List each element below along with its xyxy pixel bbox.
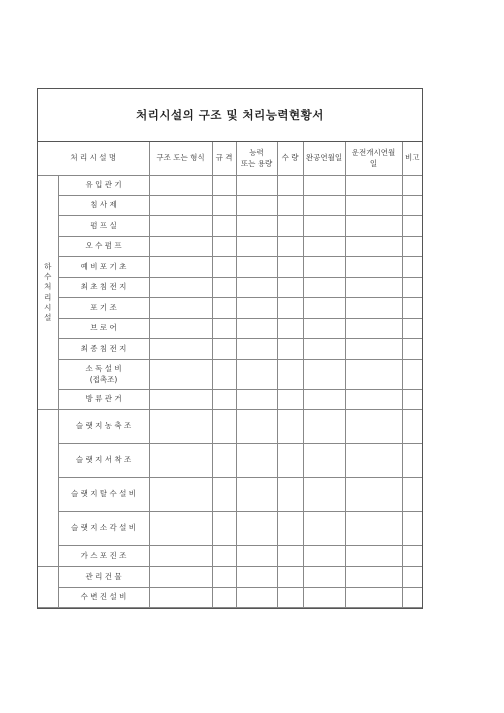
blank-entry-cell[interactable] <box>277 567 303 588</box>
table-row <box>38 567 422 588</box>
group-label-char: 리 <box>44 292 52 302</box>
blank-entry-cell[interactable] <box>212 196 236 216</box>
header-row <box>38 142 422 176</box>
blank-entry-cell[interactable] <box>303 588 345 608</box>
blank-entry-cell[interactable] <box>212 410 236 444</box>
table-row <box>38 319 422 339</box>
blank-entry-cell[interactable] <box>277 478 303 512</box>
blank-entry-cell[interactable] <box>236 410 277 444</box>
facility-table <box>38 142 422 608</box>
facility-name-cell: 수 변 진 설 비 <box>58 588 149 608</box>
blank-entry-cell[interactable] <box>277 298 303 319</box>
blank-entry-cell[interactable] <box>149 257 212 278</box>
blank-entry-cell[interactable] <box>277 360 303 390</box>
facility-name-cell: 최 종 침 전 지 <box>58 339 149 360</box>
blank-entry-cell[interactable] <box>303 319 345 339</box>
blank-entry-cell[interactable] <box>303 216 345 237</box>
blank-entry-cell[interactable] <box>402 478 422 512</box>
blank-entry-cell[interactable] <box>236 588 277 608</box>
table-row <box>38 237 422 257</box>
blank-entry-cell[interactable] <box>149 410 212 444</box>
blank-entry-cell[interactable] <box>303 478 345 512</box>
blank-entry-cell[interactable] <box>212 546 236 567</box>
blank-entry-cell[interactable] <box>212 390 236 410</box>
blank-entry-cell[interactable] <box>236 196 277 216</box>
facility-name-cell: 가 스 포 진 조 <box>58 546 149 567</box>
facility-name-cell: 최 초 침 전 지 <box>58 278 149 298</box>
blank-entry-cell[interactable] <box>345 176 402 196</box>
facility-name-cell: 침 사 제 <box>58 196 149 216</box>
blank-entry-cell[interactable] <box>402 237 422 257</box>
blank-entry-cell[interactable] <box>303 257 345 278</box>
table-row <box>38 298 422 319</box>
table-row <box>38 196 422 216</box>
blank-entry-cell[interactable] <box>277 410 303 444</box>
blank-entry-cell[interactable] <box>402 176 422 196</box>
blank-entry-cell[interactable] <box>149 444 212 478</box>
blank-entry-cell[interactable] <box>212 319 236 339</box>
blank-entry-cell[interactable] <box>345 588 402 608</box>
blank-entry-cell[interactable] <box>303 512 345 546</box>
blank-entry-cell[interactable] <box>236 546 277 567</box>
blank-entry-cell[interactable] <box>402 196 422 216</box>
blank-entry-cell[interactable] <box>345 512 402 546</box>
blank-entry-cell[interactable] <box>236 298 277 319</box>
blank-entry-cell[interactable] <box>149 339 212 360</box>
blank-entry-cell[interactable] <box>303 567 345 588</box>
blank-entry-cell[interactable] <box>236 176 277 196</box>
blank-entry-cell[interactable] <box>149 546 212 567</box>
blank-entry-cell[interactable] <box>212 567 236 588</box>
blank-entry-cell[interactable] <box>402 216 422 237</box>
form-title: 처리시설의 구조 및 처리능력현황서 <box>136 108 324 122</box>
blank-entry-cell[interactable] <box>303 176 345 196</box>
blank-entry-cell[interactable] <box>277 546 303 567</box>
blank-entry-cell[interactable] <box>402 319 422 339</box>
blank-entry-cell[interactable] <box>402 339 422 360</box>
blank-entry-cell[interactable] <box>303 298 345 319</box>
blank-entry-cell[interactable] <box>212 339 236 360</box>
table-row <box>38 257 422 278</box>
table-row <box>38 410 422 444</box>
header-spec: 규 격 <box>212 142 236 176</box>
facility-name-cell: 펌 프 실 <box>58 216 149 237</box>
blank-entry-cell[interactable] <box>303 390 345 410</box>
blank-entry-cell[interactable] <box>277 237 303 257</box>
facility-name-cell: 슬 랫 지 농 축 조 <box>58 410 149 444</box>
blank-entry-cell[interactable] <box>236 237 277 257</box>
blank-entry-cell[interactable] <box>277 278 303 298</box>
blank-entry-cell[interactable] <box>303 196 345 216</box>
table-row <box>38 216 422 237</box>
blank-entry-cell[interactable] <box>345 360 402 390</box>
blank-entry-cell[interactable] <box>212 444 236 478</box>
blank-entry-cell[interactable] <box>303 444 345 478</box>
blank-entry-cell[interactable] <box>345 444 402 478</box>
blank-entry-cell[interactable] <box>212 176 236 196</box>
header-structure: 구조 도는 형식 <box>149 142 212 176</box>
blank-entry-cell[interactable] <box>402 278 422 298</box>
blank-entry-cell[interactable] <box>149 298 212 319</box>
blank-entry-cell[interactable] <box>212 478 236 512</box>
blank-entry-cell[interactable] <box>149 196 212 216</box>
blank-entry-cell[interactable] <box>345 319 402 339</box>
blank-entry-cell[interactable] <box>149 176 212 196</box>
blank-entry-cell[interactable] <box>345 390 402 410</box>
blank-entry-cell[interactable] <box>212 237 236 257</box>
blank-entry-cell[interactable] <box>303 546 345 567</box>
facility-name-cell: 방 류 관 거 <box>58 390 149 410</box>
blank-entry-cell[interactable] <box>236 257 277 278</box>
blank-entry-cell[interactable] <box>212 298 236 319</box>
facility-name-cell: 슬 랫 지 서 착 조 <box>58 444 149 478</box>
table-row <box>38 478 422 512</box>
group-label <box>38 410 58 567</box>
facility-name-cell: 포 기 조 <box>58 298 149 319</box>
header-capacity: 능력 또는 용량 <box>236 142 277 176</box>
blank-entry-cell[interactable] <box>149 567 212 588</box>
table-row <box>38 339 422 360</box>
table-row <box>38 512 422 546</box>
blank-entry-cell[interactable] <box>345 196 402 216</box>
blank-entry-cell[interactable] <box>402 390 422 410</box>
blank-entry-cell[interactable] <box>345 216 402 237</box>
blank-entry-cell[interactable] <box>212 360 236 390</box>
facility-name-cell: 유 입 관 기 <box>58 176 149 196</box>
blank-entry-cell[interactable] <box>345 257 402 278</box>
header-facility-name: 처 리 시 설 명 <box>38 142 149 176</box>
header-operation-start-date: 운전개시연월 일 <box>345 142 402 176</box>
blank-entry-cell[interactable] <box>277 196 303 216</box>
facility-name-cell: 오 수 펌 프 <box>58 237 149 257</box>
group-label-char: 설 <box>44 312 52 322</box>
blank-entry-cell[interactable] <box>149 588 212 608</box>
blank-entry-cell[interactable] <box>402 444 422 478</box>
blank-entry-cell[interactable] <box>345 339 402 360</box>
blank-entry-cell[interactable] <box>402 298 422 319</box>
group-label-char: 처 <box>44 282 52 292</box>
blank-entry-cell[interactable] <box>236 390 277 410</box>
group-label-char: 수 <box>44 272 52 282</box>
blank-entry-cell[interactable] <box>236 216 277 237</box>
blank-entry-cell[interactable] <box>212 216 236 237</box>
blank-entry-cell[interactable] <box>402 257 422 278</box>
blank-entry-cell[interactable] <box>345 546 402 567</box>
blank-entry-cell[interactable] <box>277 176 303 196</box>
table-row <box>38 546 422 567</box>
header-remarks: 비고 <box>402 142 422 176</box>
blank-entry-cell[interactable] <box>277 588 303 608</box>
blank-entry-cell[interactable] <box>345 298 402 319</box>
facility-name-cell: 소 독 설 비 (접촉조) <box>58 360 149 390</box>
blank-entry-cell[interactable] <box>149 278 212 298</box>
blank-entry-cell[interactable] <box>303 410 345 444</box>
facility-name-cell: 관 리 건 물 <box>58 567 149 588</box>
table-row <box>38 390 422 410</box>
blank-entry-cell[interactable] <box>149 319 212 339</box>
table-row <box>38 176 422 196</box>
blank-entry-cell[interactable] <box>402 512 422 546</box>
blank-entry-cell[interactable] <box>212 512 236 546</box>
blank-entry-cell[interactable] <box>236 339 277 360</box>
blank-entry-cell[interactable] <box>212 257 236 278</box>
blank-entry-cell[interactable] <box>236 319 277 339</box>
blank-entry-cell[interactable] <box>277 319 303 339</box>
blank-entry-cell[interactable] <box>277 216 303 237</box>
facility-name-cell: 예 비 포 기 초 <box>58 257 149 278</box>
blank-entry-cell[interactable] <box>149 512 212 546</box>
group-label-char: 하 <box>44 262 52 272</box>
blank-entry-cell[interactable] <box>236 478 277 512</box>
blank-entry-cell[interactable] <box>402 360 422 390</box>
blank-entry-cell[interactable] <box>303 360 345 390</box>
table-row <box>38 278 422 298</box>
blank-entry-cell[interactable] <box>277 390 303 410</box>
blank-entry-cell[interactable] <box>303 339 345 360</box>
blank-entry-cell[interactable] <box>236 278 277 298</box>
group-label <box>38 176 58 410</box>
blank-entry-cell[interactable] <box>277 339 303 360</box>
blank-entry-cell[interactable] <box>149 360 212 390</box>
blank-entry-cell[interactable] <box>149 478 212 512</box>
header-completion-date: 완공연월일 <box>303 142 345 176</box>
blank-entry-cell[interactable] <box>345 237 402 257</box>
title-row <box>38 89 422 142</box>
blank-entry-cell[interactable] <box>345 278 402 298</box>
blank-entry-cell[interactable] <box>236 512 277 546</box>
blank-entry-cell[interactable] <box>402 567 422 588</box>
blank-entry-cell[interactable] <box>149 237 212 257</box>
blank-entry-cell[interactable] <box>149 216 212 237</box>
blank-entry-cell[interactable] <box>277 257 303 278</box>
blank-entry-cell[interactable] <box>402 546 422 567</box>
blank-entry-cell[interactable] <box>402 410 422 444</box>
blank-entry-cell[interactable] <box>212 278 236 298</box>
blank-entry-cell[interactable] <box>212 588 236 608</box>
blank-entry-cell[interactable] <box>303 237 345 257</box>
facility-name-cell: 슬 랫 지 소 각 설 비 <box>58 512 149 546</box>
table-row <box>38 588 422 608</box>
facility-form <box>37 88 423 609</box>
blank-entry-cell[interactable] <box>277 444 303 478</box>
group-label <box>38 567 58 608</box>
blank-entry-cell[interactable] <box>236 567 277 588</box>
facility-name-cell: 브 로 어 <box>58 319 149 339</box>
blank-entry-cell[interactable] <box>402 588 422 608</box>
blank-entry-cell[interactable] <box>345 567 402 588</box>
header-quantity: 수 량 <box>277 142 303 176</box>
blank-entry-cell[interactable] <box>236 444 277 478</box>
blank-entry-cell[interactable] <box>236 360 277 390</box>
table-row <box>38 444 422 478</box>
blank-entry-cell[interactable] <box>277 512 303 546</box>
blank-entry-cell[interactable] <box>303 278 345 298</box>
blank-entry-cell[interactable] <box>149 390 212 410</box>
group-label-char: 시 <box>44 302 52 312</box>
blank-entry-cell[interactable] <box>345 410 402 444</box>
facility-name-cell: 슬 랫 지 탈 수 설 비 <box>58 478 149 512</box>
blank-entry-cell[interactable] <box>345 478 402 512</box>
table-row <box>38 360 422 390</box>
